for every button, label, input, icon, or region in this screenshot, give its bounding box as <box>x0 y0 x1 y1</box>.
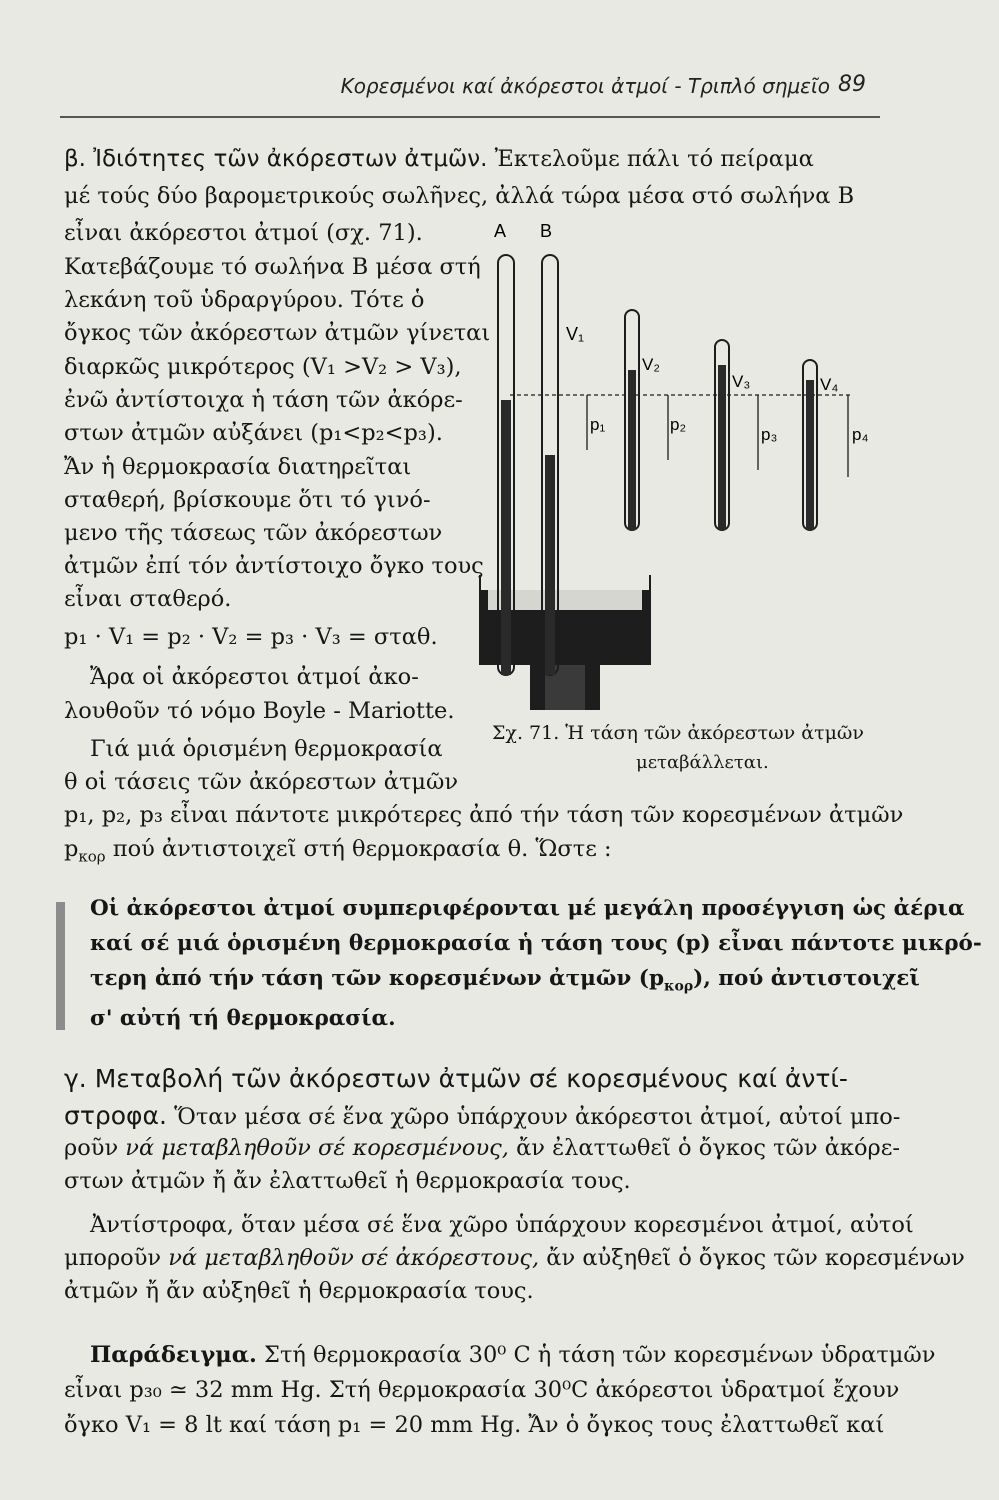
section-b-line-11: σταθερή, βρίσκουμε ὅτι τό γινό- <box>64 487 431 513</box>
section-b-line-6: ὄγκος τῶν ἀκόρεστων ἀτμῶν γίνεται <box>64 320 491 346</box>
p-kor-symbol: p <box>64 836 79 862</box>
section-b-line-12: μενο τῆς τάσεως τῶν ἀκόρεστων <box>64 520 443 546</box>
example-line-2: εἶναι p₃₀ ≃ 32 mm Hg. Στή θερμοκρασία 30⁰C ἀκόρεστοι ὑδρατμοί ἔχουν <box>64 1377 900 1403</box>
example-line-1 <box>90 1340 935 1370</box>
section-c-line-2-italic: νά μεταβληθοῦν σέ κορεσμένους, <box>125 1135 509 1161</box>
section-b-line-3: εἶναι ἀκόρεστοι ἀτμοί (σχ. 71). <box>64 220 423 246</box>
small-tube-1-mercury <box>628 370 636 530</box>
figure-caption-label: Σχ. 71. <box>492 722 560 744</box>
boyle-formula: p₁ · V₁ = p₂ · V₂ = p₃ · V₃ = σταθ. <box>64 624 438 650</box>
running-header-title: Κορεσμένοι καί ἀκόρεστοι ἀτμοί - Τριπλό σημεῖο <box>340 74 830 98</box>
section-b-line-20-text: πού ἀντιστοιχεῖ στή θερμοκρασία θ. Ὥστε : <box>105 836 612 862</box>
label-p1: p₁ <box>590 415 606 434</box>
label-v4: V₄ <box>820 375 839 394</box>
rule-line-1: Οἱ ἀκόρεστοι ἀτμοί συμπεριφέρονται μέ μεγάλη προσέγγιση ὡς ἀέρια <box>90 896 965 921</box>
figure-71-caption-line-1 <box>492 722 864 744</box>
figure-71-barometer-tubes <box>470 215 890 715</box>
section-b-line-4: Κατεβάζουμε τό σωλήνα Β μέσα στή <box>64 254 481 280</box>
section-c-line-2-b: ἄν ἐλαττωθεῖ ὁ ὄγκος τῶν ἀκόρε- <box>508 1135 901 1161</box>
section-b-line-10: Ἄν ἡ θερμοκρασία διατηρεῖται <box>64 454 412 480</box>
section-c-heading-line-1: γ. Μεταβολή τῶν ἀκόρεστων ἀτμῶν σέ κορεσμένους καί ἀντί- <box>64 1064 848 1093</box>
section-b-line-13: ἀτμῶν ἐπί τόν ἀντίστοιχο ὄγκο τους <box>64 553 484 579</box>
section-b-line-1-text: Ἐκτελοῦμε πάλι τό πείραμα <box>494 146 814 172</box>
example-label: Παράδειγμα. <box>90 1342 257 1368</box>
section-b-line-1 <box>64 144 814 174</box>
section-b-line-15: Ἄρα οἱ ἀκόρεστοι ἀτμοί ἀκο- <box>90 664 419 690</box>
label-p4: p₄ <box>852 425 869 444</box>
section-b-heading: β. Ἰδιότητες τῶν ἀκόρεστων ἀτμῶν. <box>64 146 488 172</box>
section-c-line-4: Ἀντίστροφα, ὅταν μέσα σέ ἕνα χῶρο ὑπάρχουν κορεσμένοι ἀτμοί, αὐτοί <box>90 1212 914 1238</box>
section-b-line-7: διαρκῶς μικρότερος (V₁ >V₂ > V₃), <box>64 354 462 380</box>
label-v1: V₁ <box>566 324 585 344</box>
section-b-line-8: ἐνῶ ἀντίστοιχα ἡ τάση τῶν ἀκόρε- <box>64 387 463 413</box>
small-tube-3-mercury <box>806 380 814 530</box>
rule-line-3 <box>90 964 920 1001</box>
figure-caption-text-1: Ἡ τάση τῶν ἀκόρεστων ἀτμῶν <box>565 722 864 744</box>
rule-margin-bar <box>56 902 65 1030</box>
section-b-line-18: θ οἱ τάσεις τῶν ἀκόρεστων ἀτμῶν <box>64 769 459 795</box>
section-c-line-5-italic: νά μεταβληθοῦν σέ ἀκόρεστους, <box>168 1245 540 1271</box>
section-c-line-3: στων ἀτμῶν ἤ ἄν ἐλαττωθεῖ ἡ θερμοκρασία τους. <box>64 1168 631 1194</box>
tube-b-mercury <box>545 455 555 675</box>
rule-line-3-text-a: τερη ἀπό τήν τάση τῶν κορεσμένων ἀτμῶν (p <box>90 966 664 991</box>
rule-line-4: σ' αὐτή τή θερμοκρασία. <box>90 1006 396 1031</box>
section-c-line-6: ἀτμῶν ἤ ἄν αὐξηθεῖ ἡ θερμοκρασία τους. <box>64 1278 534 1304</box>
section-c-line-1 <box>64 1101 900 1132</box>
section-c-line-5-b: ἄν αὐξηθεῖ ὁ ὄγκος τῶν κορεσμένων <box>539 1245 965 1271</box>
label-p2: p₂ <box>670 415 687 434</box>
section-c-line-5 <box>64 1243 965 1273</box>
section-b-line-2: μέ τούς δύο βαρομετρικούς σωλῆνες, ἀλλά τώρα μέσα στό σωλήνα Β <box>64 183 855 209</box>
section-b-line-9: στων ἀτμῶν αὐξάνει (p₁<p₂<p₃). <box>64 420 443 446</box>
label-v2: V₂ <box>642 355 660 374</box>
label-p3: p₃ <box>761 425 778 444</box>
section-c-line-2 <box>64 1133 900 1163</box>
section-c-line-1-text: Ὅταν μέσα σέ ἕνα χῶρο ὑπάρχουν ἀκόρεστοι ἀτμοί, αὐτοί μπο- <box>174 1104 901 1130</box>
header-divider <box>60 116 880 118</box>
section-c-heading-line-2: στροφα. <box>64 1101 167 1130</box>
example-line-1-text: Στή θερμοκρασία 30⁰ C ἡ τάση τῶν κορεσμένων ὑδρατμῶν <box>256 1342 936 1368</box>
reservoir-air-gap <box>488 590 642 610</box>
p-kor-subscript: κορ <box>78 847 106 866</box>
example-line-3: ὄγκο V₁ = 8 lt καί τάση p₁ = 20 mm Hg. Ἄν ὁ ὄγκος τους ἐλαττωθεῖ καί <box>64 1412 885 1438</box>
section-c-line-5-a: μποροῦν <box>64 1245 169 1271</box>
section-b-line-14: εἶναι σταθερό. <box>64 586 232 612</box>
section-b-line-16: λουθοῦν τό νόμο Boyle - Mariotte. <box>64 698 455 724</box>
tube-a-mercury <box>501 400 511 675</box>
rule-line-3-text-b: ), πού ἀντιστοιχεῖ <box>693 966 920 991</box>
rule-line-3-subscript: κορ <box>663 978 694 995</box>
figure-71-caption-line-2: μεταβάλλεται. <box>636 752 769 773</box>
label-v3: V₃ <box>732 372 751 391</box>
section-b-line-20 <box>64 834 612 872</box>
section-b-line-19: p₁, p₂, p₃ εἶναι πάντοτε μικρότερες ἀπό τήν τάση τῶν κορεσμένων ἀτμῶν <box>64 802 904 828</box>
section-b-line-5: λεκάνη τοῦ ὑδραργύρου. Τότε ὁ <box>64 287 425 313</box>
small-tube-2-mercury <box>718 365 726 530</box>
label-b: B <box>540 221 553 241</box>
label-a: A <box>494 221 507 241</box>
page-number: 89 <box>838 72 866 97</box>
section-c-line-2-a: ροῦν <box>64 1135 126 1161</box>
rule-line-2: καί σέ μιά ὁρισμένη θερμοκρασία ἡ τάση τους (p) εἶναι πάντοτε μικρό- <box>90 931 982 956</box>
section-b-line-17: Γιά μιά ὁρισμένη θερμοκρασία <box>90 736 443 762</box>
